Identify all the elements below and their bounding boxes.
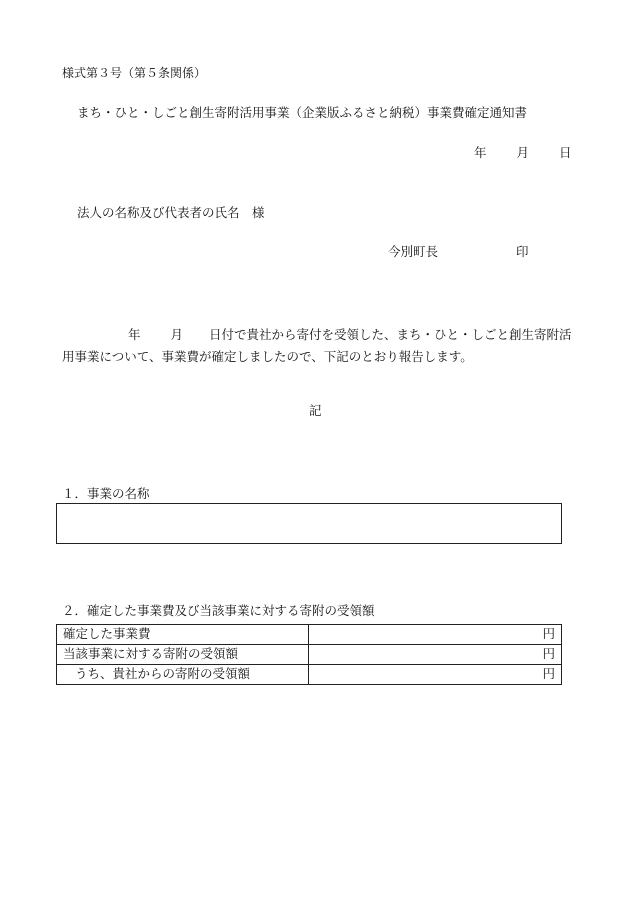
document-title: まち・ひと・しごと創生寄附活用事業（企業版ふるさと納税）事業費確定通知書 [77,105,528,120]
body-month: 月 [170,327,184,342]
issuer-name: 今別町長 [388,244,439,259]
issue-date [474,147,571,160]
notice-body [62,324,577,368]
amount-field[interactable]: 円 [309,645,562,665]
issue-date-month: 月 [516,145,529,160]
issuer [388,246,529,259]
section-1-heading: １．事業の名称 [62,486,150,501]
row-label [57,665,309,685]
amount-field[interactable]: 円 [309,625,562,645]
row-label: 確定した事業費 [57,625,309,645]
form-number: 様式第３号（第５条関係） [62,66,207,80]
body-year: 年 [128,327,141,342]
body-text: 日付で貴社から寄付を受領した、まち・ひと・しごと創生寄附活用事業について、事業費が確定しましたので、下記のとおり報告します。 [62,327,572,364]
issue-date-day: 日 [558,145,572,160]
row-label-text: うち、貴社からの寄附の受領額 [75,666,251,682]
row-label: 当該事業に対する寄附の受領額 [57,645,309,665]
section-2-heading: ２．確定した事業費及び当該事業に対する寄附の受領額 [62,603,375,618]
table-row [57,645,562,665]
table-row [57,665,562,685]
seal-mark: 印 [515,244,529,259]
amount-field[interactable]: 円 [309,665,562,685]
project-name-field[interactable] [56,503,562,544]
amounts-table [56,624,562,685]
table-row [57,625,562,645]
addressee: 法人の名称及び代表者の氏名 様 [77,205,265,220]
ki-heading: 記 [309,403,322,418]
issue-date-year: 年 [474,145,487,160]
